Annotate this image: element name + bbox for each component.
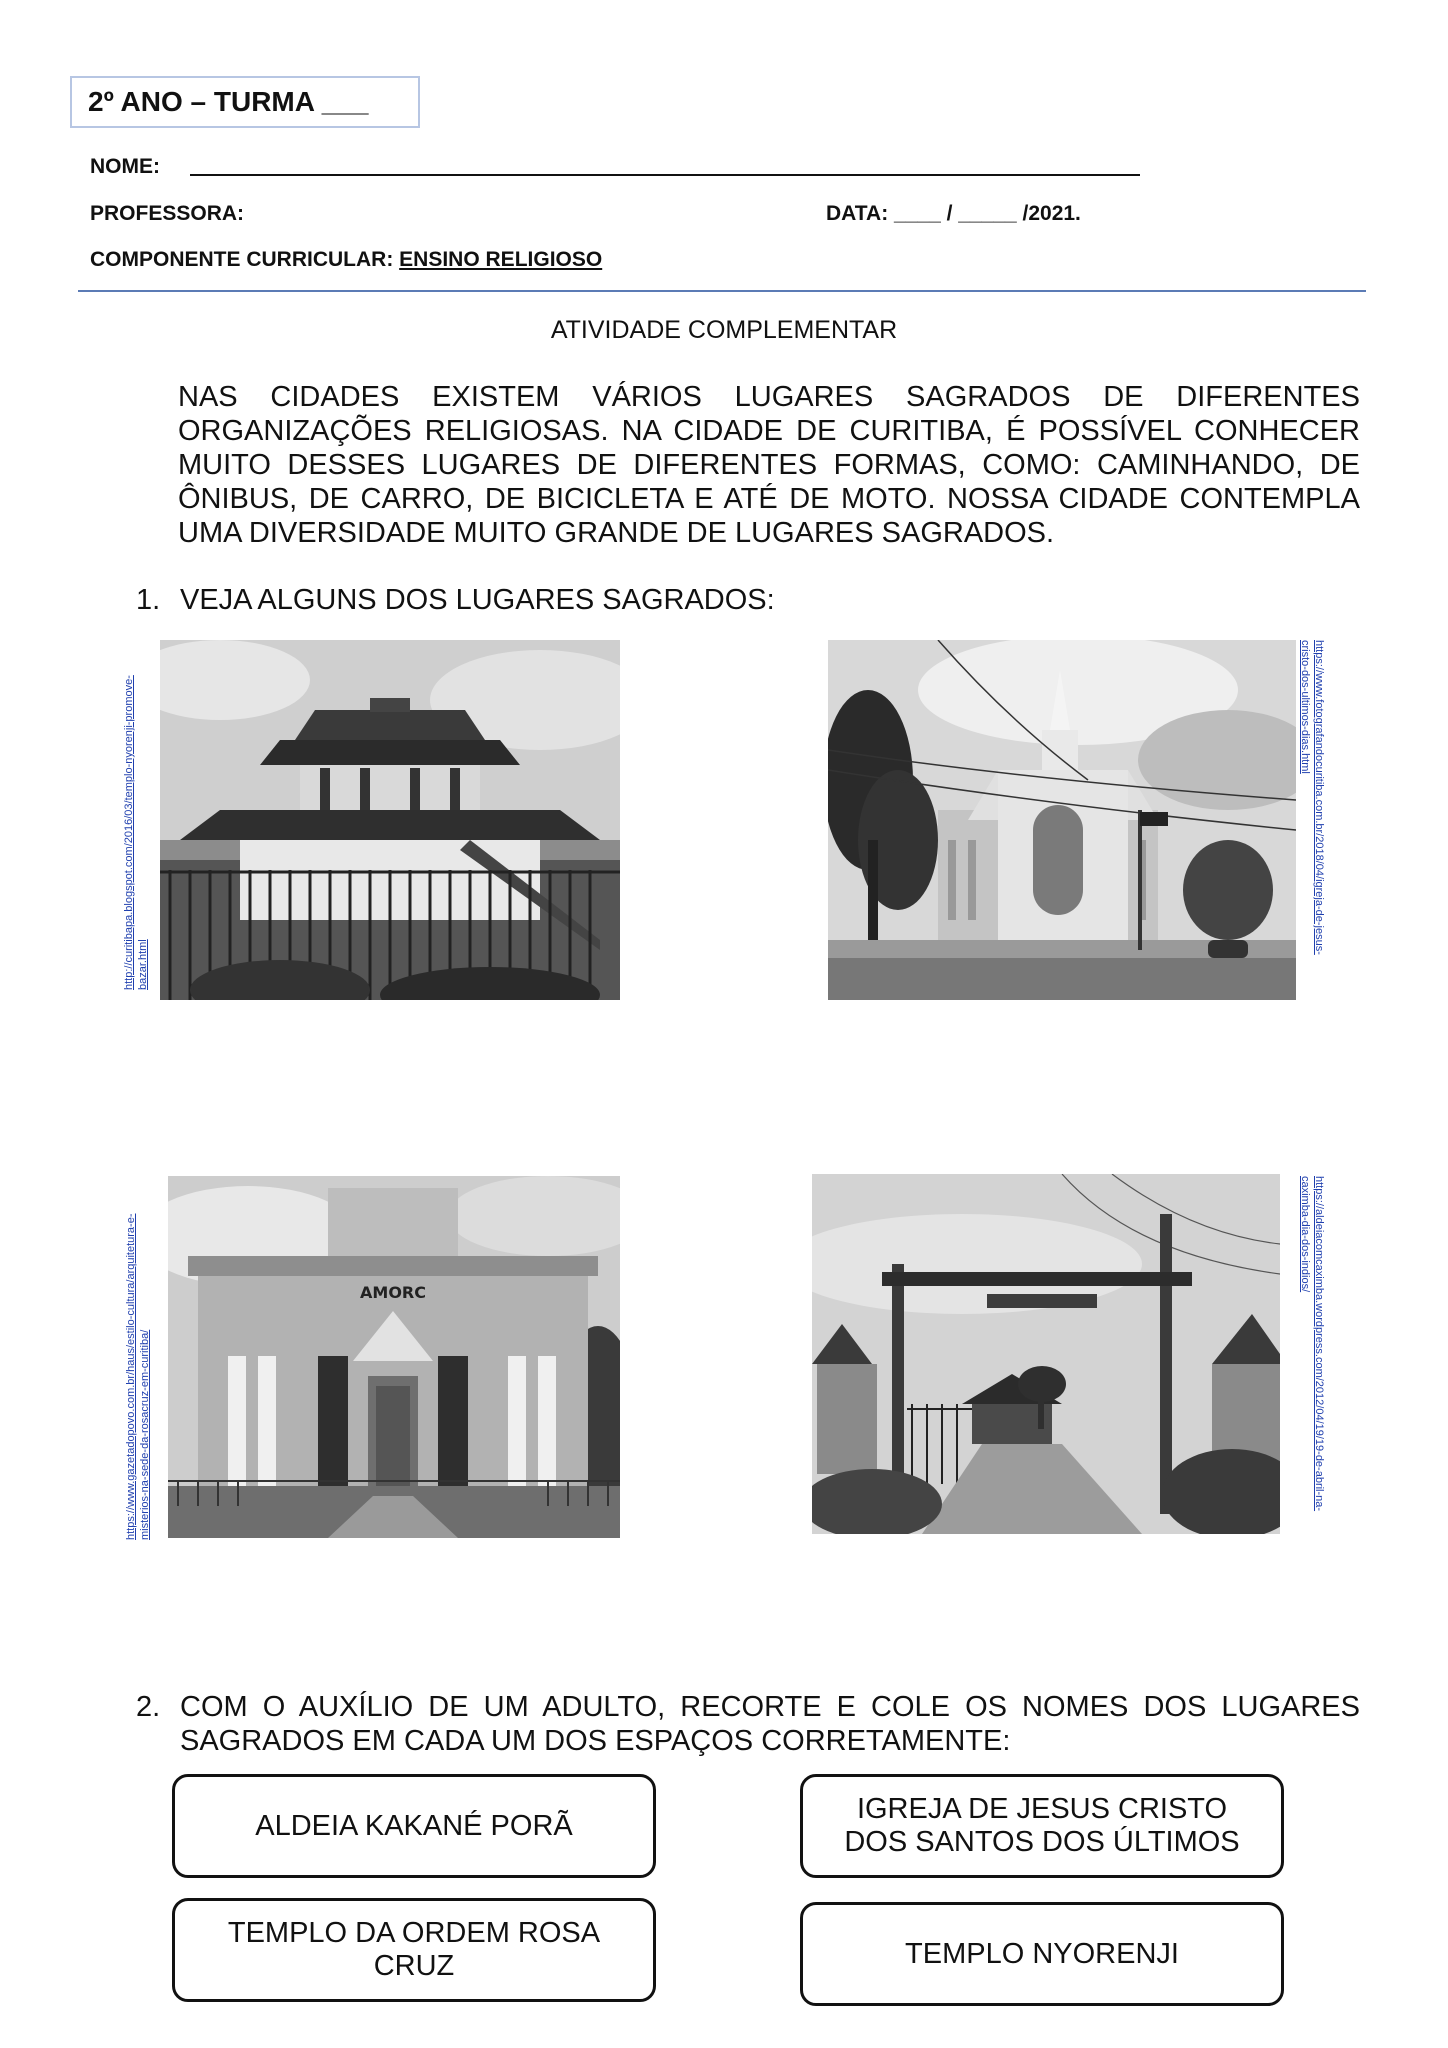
name-label: NOME: [90,155,160,178]
name-card-text: TEMPLO NYORENJI [905,1937,1179,1970]
photo-lds-church [828,640,1296,1000]
name-card-igreja[interactable] [800,1774,1284,1878]
question-2-number: 2. [136,1691,161,1723]
intro-paragraph: NAS CIDADES EXISTEM VÁRIOS LUGARES SAGRADOS DE DIFERENTES ORGANIZAÇÕES RELIGIOSAS. NA CIDADE DE CURITIBA, É POSSÍVEL CONHECER MUITO DESSES LUGARES DE DIFERENTES FORMAS, COMO: CAMINHANDO, DE ÔNIBUS, DE CARRO, DE BICICLETA E ATÉ DE MOTO. NOSSA CIDADE CONTEMPLA UMA DIVERSIDADE MUITO GRANDE DE LUGARES SAGRADOS. [178,381,1360,549]
date-value: ____ / _____ /2021. [894,202,1081,225]
date-label: DATA: [826,202,889,225]
photo2-source-link[interactable]: https://www.fotografandocuritiba.com.br/2018/04/igreja-de-jesus-cristo-dos-ultimos-dias.html [1299,640,1325,955]
header-divider [78,290,1366,292]
photo3-source-link[interactable]: https://www.gazetadopovo.com.br/haus/estilo-cultura/arquitetura-e-misterios-na-sede-da-rosacruz-em-curitiba/ [125,1213,151,1540]
name-card-text: IGREJA DE JESUS CRISTO DOS SANTOS DOS ÚLTIMOS [844,1793,1240,1858]
name-card-aldeia[interactable] [172,1774,656,1878]
name-card-rosa-cruz[interactable] [172,1898,656,2002]
component-label: COMPONENTE CURRICULAR: [90,248,394,271]
photo-indigenous-village [812,1174,1280,1534]
name-card-nyorenji[interactable] [800,1902,1284,2006]
teacher-label: PROFESSORA: [90,202,245,225]
grade-class-text: 2º ANO – TURMA ___ [88,86,369,117]
photo-rosicrucian-temple [168,1176,620,1538]
question-2-text-line1: COM O AUXÍLIO DE UM ADULTO, RECORTE E COLE OS NOMES DOS LUGARES [180,1691,1360,1723]
photo-nyorenji-temple [160,640,620,1000]
question-1 [136,584,775,617]
grade-class-box [70,76,420,128]
question-1-number: 1. [136,584,161,616]
curricular-component [90,248,602,272]
photo4-source-link[interactable]: https://aldeiacomcaximba.wordpress.com/2012/04/19/19-de-abril-na-caximba-dia-dos-indios/ [1299,1176,1325,1512]
amorc-sign-text: AMORC [360,1283,426,1302]
question-1-text: VEJA ALGUNS DOS LUGARES SAGRADOS: [180,584,775,616]
activity-subtitle: ATIVIDADE COMPLEMENTAR [550,316,898,344]
photo1-source-link[interactable]: http://curitibapa.blogspot.com/2016/03/templo-nyorenji-promove-bazar.html [123,675,149,990]
date-field [826,202,1081,226]
component-value: ENSINO RELIGIOSO [399,248,603,271]
question-2 [136,1690,1360,1758]
name-card-text: ALDEIA KAKANÉ PORÃ [255,1809,573,1842]
name-card-text: TEMPLO DA ORDEM ROSA CRUZ [227,1917,601,1982]
question-2-text-line2: SAGRADOS EM CADA UM DOS ESPAÇOS CORRETAMENTE: [180,1725,1011,1757]
name-line[interactable] [190,174,1140,176]
